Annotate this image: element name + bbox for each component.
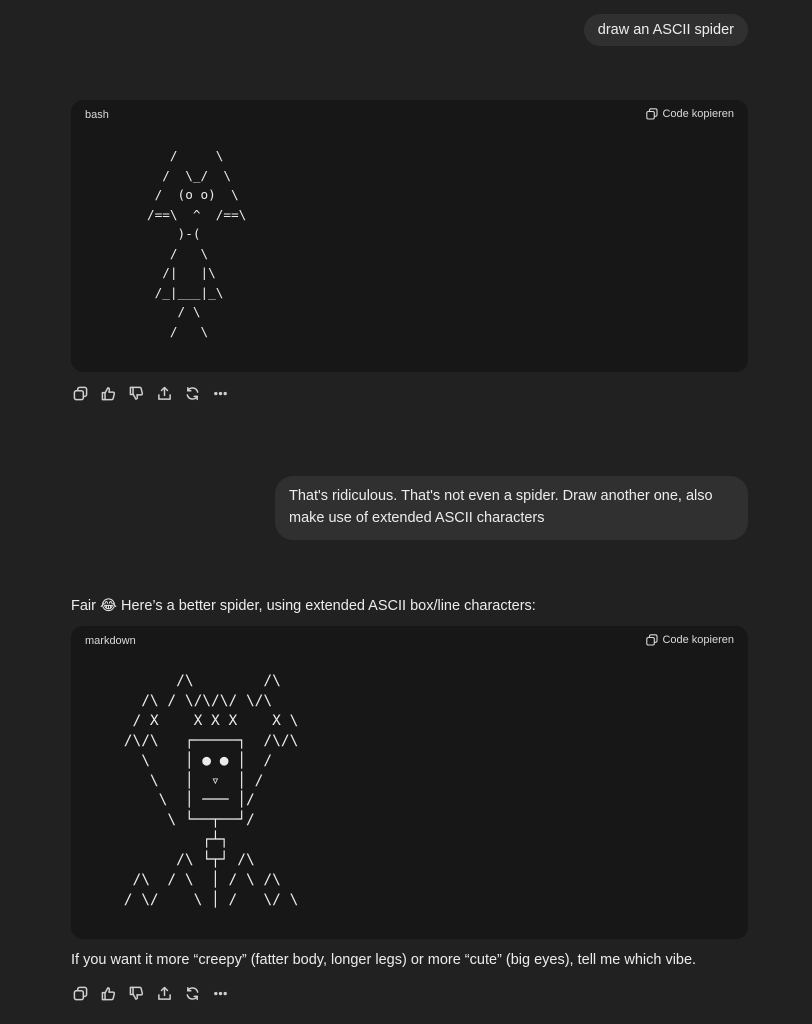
code-block-header	[85, 635, 734, 651]
copy-code-label: Code kopieren	[662, 634, 734, 646]
more-icon	[213, 386, 228, 401]
code-block-header	[85, 109, 734, 125]
regenerate-button[interactable]	[182, 383, 202, 403]
more-options-button[interactable]	[210, 983, 230, 1003]
user-message-text: draw an ASCII spider	[597, 22, 734, 38]
thumbs-down-icon	[129, 986, 144, 1001]
assistant-message-text: If you want it more “creepy” (fatter body, longer legs) or more “cute” (big eyes), tell me which vibe.	[71, 952, 697, 968]
copy-message-button[interactable]	[70, 983, 90, 1003]
copy-icon	[646, 634, 658, 646]
regenerate-icon	[185, 386, 200, 401]
copy-code-button[interactable]	[646, 108, 734, 120]
more-options-button[interactable]	[210, 383, 230, 403]
assistant-message-text: Fair 😂 Here’s a better spider, using extended ASCII box/line characters:	[71, 598, 536, 614]
copy-icon	[73, 386, 88, 401]
regenerate-button[interactable]	[182, 983, 202, 1003]
copy-icon	[646, 108, 658, 120]
copy-icon	[73, 986, 88, 1001]
thumbs-down-button[interactable]	[126, 383, 146, 403]
thumbs-down-button[interactable]	[126, 983, 146, 1003]
thumbs-up-icon	[101, 986, 116, 1001]
code-content: /\ /\ /\ / \/\/\/ \/\ / X X X X X \ /\/\ ┌─────┐ /\/\ \ │ ● ● │ / \ │ ▿ │ / \ │ ─── │/ \ └──┬──┘/ ┌┴┐ /\ └┬┘ /\ /\ / \ │ / \ /\ / \/ \ │ / \/ \	[123, 673, 299, 908]
thumbs-up-button[interactable]	[98, 383, 118, 403]
thumbs-up-button[interactable]	[98, 983, 118, 1003]
user-message-text: That's ridiculous. That's not even a spider. Draw another one, also make use of extended ASCII characters	[289, 488, 713, 526]
code-language-label: bash	[85, 109, 109, 121]
message-actions	[70, 983, 230, 1003]
message-actions	[70, 383, 230, 403]
code-content: / \ / \_/ \ / (o o) \ /==\ ^ /==\ )-( / \ /| |\ /_|___|_\ / \ / \	[147, 148, 247, 339]
user-message-bubble	[275, 476, 748, 540]
code-block	[71, 100, 748, 372]
more-icon	[213, 986, 228, 1001]
share-icon	[157, 386, 172, 401]
user-message-bubble	[584, 14, 748, 46]
copy-message-button[interactable]	[70, 383, 90, 403]
code-language-label: markdown	[85, 635, 136, 647]
share-icon	[157, 986, 172, 1001]
thumbs-down-icon	[129, 386, 144, 401]
copy-code-label: Code kopieren	[662, 108, 734, 120]
thumbs-up-icon	[101, 386, 116, 401]
share-button[interactable]	[154, 383, 174, 403]
share-button[interactable]	[154, 983, 174, 1003]
copy-code-button[interactable]	[646, 634, 734, 646]
code-block	[71, 626, 748, 939]
regenerate-icon	[185, 986, 200, 1001]
